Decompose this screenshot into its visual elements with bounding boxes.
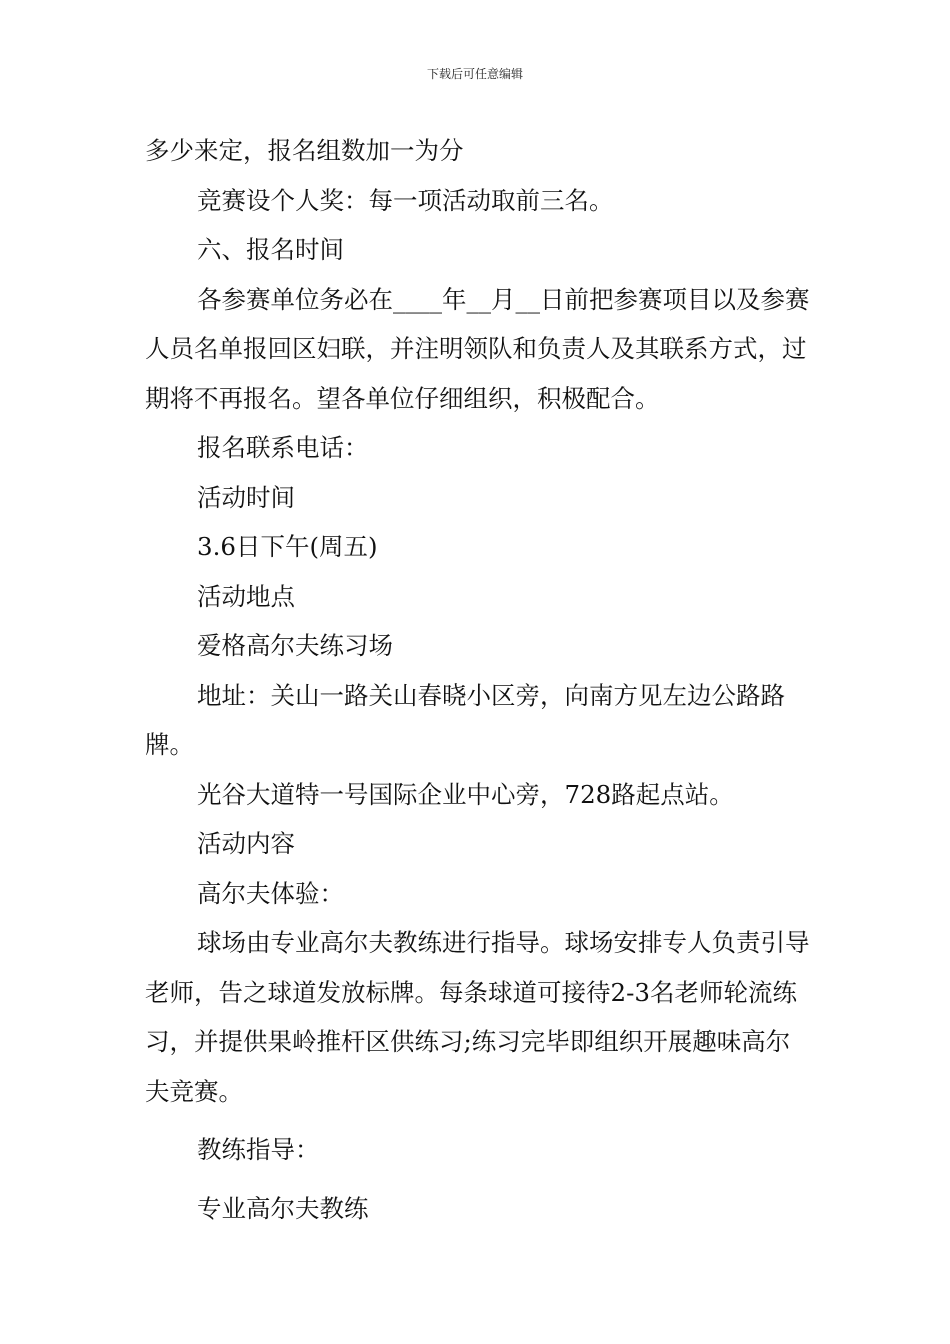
- paragraph-contact-phone: 报名联系电话：: [197, 433, 369, 462]
- section-heading-registration-time: 六、报名时间: [197, 235, 344, 264]
- heading-activity-content: 活动内容: [197, 829, 295, 858]
- page-header-note: 下载后可任意编辑: [426, 67, 523, 81]
- heading-activity-time: 活动时间: [197, 482, 295, 512]
- document-body: [145, 126, 810, 1233]
- paragraph-registration-deadline: 各参赛单位务必在____年__月__日前把参赛项目以及参赛人员名单报回区妇联，并注明领队和负责人及其联系方式，过期将不再报名。望各单位仔细组织，积极配合。: [145, 284, 810, 413]
- paragraph-venue-address: 地址：关山一路关山春晓小区旁，向南方见左边公路路牌。: [145, 680, 785, 759]
- paragraph-venue-name: 爱格高尔夫练习场: [197, 631, 393, 660]
- heading-coach-guidance: 教练指导：: [197, 1135, 320, 1164]
- heading-golf-experience: 高尔夫体验：: [197, 878, 344, 908]
- paragraph-coach-detail: 专业高尔夫教练: [197, 1193, 369, 1223]
- heading-activity-location: 活动地点: [197, 581, 295, 611]
- paragraph-golf-experience-details: 球场由专业高尔夫教练进行指导。球场安排专人负责引导老师，告之球道发放标牌。每条球道可接待2-3名老师轮流练习，并提供果岭推杆区供练习;练习完毕即组织开展趣味高尔夫竞赛。: [145, 928, 810, 1106]
- paragraph-venue-landmark: 光谷大道特一号国际企业中心旁，728路起点站。: [197, 779, 734, 809]
- paragraph-scoring-continuation: 多少来定，报名组数加一为分: [145, 136, 464, 165]
- paragraph-activity-date: 3.6日下午(周五): [197, 532, 378, 561]
- paragraph-individual-award: 竞赛设个人奖：每一项活动取前三名。: [197, 185, 614, 215]
